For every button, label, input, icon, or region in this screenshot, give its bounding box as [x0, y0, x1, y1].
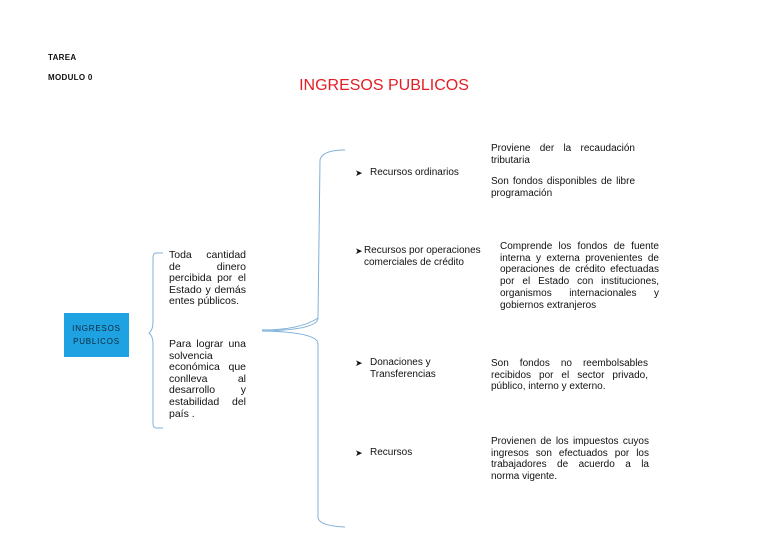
category-item	[355, 245, 495, 269]
category-label: Recursos	[370, 447, 413, 458]
definition-paragraph-1: Toda cantidad de dinero percibida por el Estado y demás entes públicos.	[169, 249, 246, 308]
header-tarea: TAREA	[48, 53, 77, 62]
arrow-bullet-icon: ➤	[355, 246, 363, 256]
category-label: Recursos por operaciones comerciales de crédito	[363, 245, 481, 268]
arrow-bullet-icon: ➤	[355, 168, 363, 178]
category-label: Donaciones y Transferencias	[370, 357, 436, 380]
category-item	[355, 357, 490, 381]
main-node-box	[64, 313, 129, 357]
category-item	[355, 447, 490, 459]
page-title: INGRESOS PUBLICOS	[299, 77, 469, 94]
arrow-bullet-icon: ➤	[355, 358, 363, 368]
category-label: Recursos ordinarios	[370, 167, 459, 178]
category-description: Son fondos no reembolsables recibidos por el sector privado, público, interno y externo.	[491, 358, 648, 393]
category-description: Comprende los fondos de fuente interna y externa provenientes de operaciones de crédito efectuadas por el Estado con instituciones, organismos internacionales y gobiernos extranjeros	[500, 241, 659, 311]
connector-line	[262, 318, 318, 330]
header-modulo: MODULO 0	[48, 73, 93, 82]
definition-bracket	[149, 253, 163, 428]
category-description: Proviene der la recaudación tributaria	[491, 143, 635, 166]
arrow-bullet-icon: ➤	[355, 448, 363, 458]
category-item	[355, 167, 490, 179]
category-description: Provienen de los impuestos cuyos ingresos son efectuados por los trabajadores de acuerdo a la norma vigente.	[491, 436, 649, 483]
definition-paragraph-2: Para lograr una solvencia económica que conlleva al desarrollo y estabilidad del país .	[169, 338, 246, 420]
categories-bracket	[262, 150, 345, 527]
category-description: Son fondos disponibles de libre programación	[491, 176, 635, 199]
main-node-line2: PUBLICOS	[73, 337, 120, 346]
main-node-line1: INGRESOS	[72, 324, 121, 333]
